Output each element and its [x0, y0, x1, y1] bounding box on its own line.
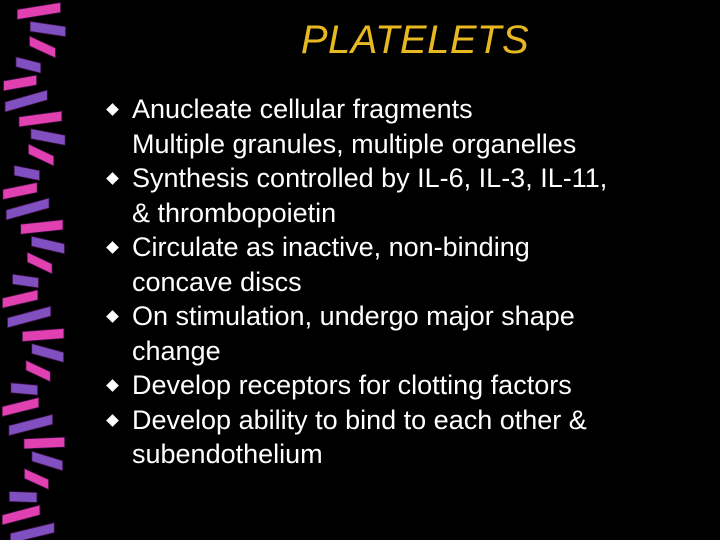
ribbon-segment	[24, 469, 48, 490]
diamond-bullet-icon	[106, 414, 119, 427]
ribbon-segment	[16, 57, 41, 73]
bullet-line: Circulate as inactive, non-binding	[132, 232, 530, 262]
diamond-bullet-icon	[106, 379, 119, 392]
ribbon-segment	[24, 437, 65, 449]
ribbon-segment	[14, 165, 39, 180]
ribbon-segment	[30, 21, 65, 36]
slide-title: PLATELETS	[300, 18, 530, 62]
bullet-line: Anucleate cellular fragments	[132, 94, 473, 124]
ribbon-segment	[10, 523, 54, 540]
bullet-line: Develop receptors for clotting factors	[132, 370, 572, 400]
ribbon-segment	[19, 111, 62, 127]
bullet-item	[104, 299, 704, 368]
bullet-line: subendothelium	[132, 439, 323, 469]
diamond-bullet-icon	[106, 172, 119, 185]
bullet-line: Multiple granules, multiple organelles	[132, 128, 577, 159]
ribbon-segment	[5, 90, 47, 112]
bullet-line: Synthesis controlled by IL-6, IL-3, IL-11,	[132, 163, 608, 193]
bullet-item	[104, 368, 704, 403]
bullet-line: & thrombopoietin	[132, 197, 337, 228]
ribbon-segment	[31, 236, 64, 254]
ribbon-segment	[32, 451, 63, 471]
ribbon-segment	[2, 397, 39, 416]
ribbon-segment	[12, 274, 38, 288]
bullet-line: On stimulation, undergo major shape	[132, 301, 575, 331]
ribbon-segment	[6, 198, 49, 220]
bullet-item	[104, 92, 704, 161]
ribbon-segment	[2, 505, 40, 525]
ribbon-segment	[31, 129, 65, 145]
diamond-bullet-icon	[106, 310, 119, 323]
bullet-line: concave discs	[132, 266, 302, 297]
ribbon-segment	[32, 344, 64, 363]
ribbon-segment	[28, 144, 53, 166]
ribbon-segment	[7, 306, 50, 328]
bullet-item	[104, 403, 704, 472]
ribbon-segment	[3, 182, 37, 199]
ribbon-segment	[29, 36, 55, 58]
ribbon-segment	[26, 360, 50, 381]
diamond-bullet-icon	[106, 103, 119, 116]
bullet-item	[104, 161, 704, 230]
ribbon-segment	[11, 383, 38, 395]
ribbon-segment	[9, 414, 53, 435]
ribbon-segment	[2, 290, 37, 308]
ribbon-segment	[22, 328, 64, 341]
ribbon-segment	[17, 3, 60, 20]
ribbon-segment	[3, 75, 36, 91]
bullet-line: Develop ability to bind to each other &	[132, 404, 587, 435]
diamond-bullet-icon	[106, 241, 119, 254]
ribbon-segment	[27, 252, 52, 274]
bullet-item	[104, 230, 704, 299]
bullet-list	[104, 92, 704, 472]
bullet-line: change	[132, 335, 221, 366]
ribbon-segment	[9, 492, 37, 503]
wavy-ribbon-decoration	[0, 0, 100, 540]
ribbon-segment	[21, 220, 63, 234]
